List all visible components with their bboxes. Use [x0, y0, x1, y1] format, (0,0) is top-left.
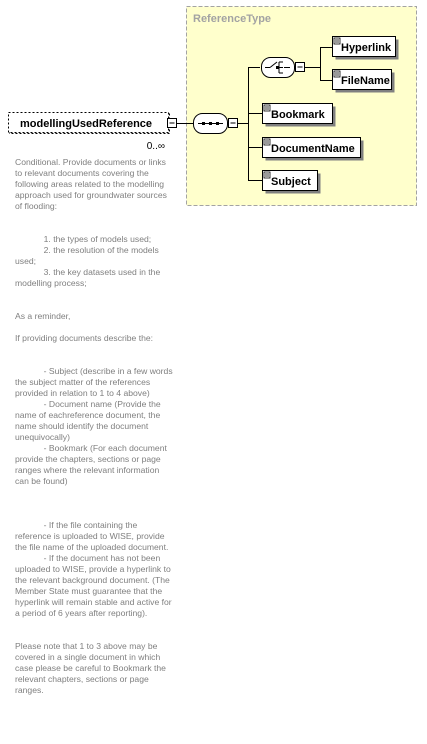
doc-intro: Conditional. Provide documents or links to relevant documents covering the following areas related to the modelling approach used for groundwater sources of flooding:	[15, 157, 170, 211]
doc-note: Please note that 1 to 3 above may be covered in a single document in which case please be careful to Bookmark the relevant chapters, sections or page ranges.	[15, 641, 169, 695]
element-label: Hyperlink	[341, 42, 392, 54]
root-element-box[interactable]	[9, 113, 170, 134]
sequence-collapse-button[interactable]	[229, 119, 238, 128]
element-icon	[334, 38, 340, 44]
element-hyperlink[interactable]	[333, 37, 399, 60]
element-icon	[264, 139, 270, 145]
choice-compositor[interactable]	[262, 58, 295, 78]
element-label: Bookmark	[271, 109, 325, 121]
element-icon	[264, 172, 270, 178]
element-bookmark[interactable]	[263, 104, 336, 127]
doc-describe: - Subject (describe in a few words the subject matter of the references provided in relation to 1 to 4 above) - Document name (Provide the name of eachreference document, the name should identify the document unequivocally) - Bookmark (For each document provide the chapters, sections or page ranges where the relevant information can be found)	[15, 366, 173, 486]
doc-file: - If the file containing the reference is uploaded to WISE, provide the file name of the uploaded document. - If the document has not been uploaded to WISE, provide a hyperlink to the relevant background document. (The Member State must guarantee that the hyperlink will remain stable and active for a period of 6 years after reporting).	[15, 520, 172, 618]
element-subject[interactable]	[263, 171, 321, 194]
element-label: Subject	[271, 176, 311, 188]
element-icon	[264, 105, 270, 111]
documentation-annotation	[15, 157, 175, 696]
group-title: ReferenceType	[193, 13, 272, 25]
choice-collapse-button[interactable]	[296, 63, 305, 72]
root-element-label: modellingUsedReference	[20, 118, 153, 130]
root-collapse-button[interactable]	[168, 119, 177, 128]
sequence-compositor[interactable]	[194, 114, 228, 134]
element-label: DocumentName	[271, 143, 355, 155]
element-filename[interactable]	[333, 70, 395, 93]
doc-reminder: As a reminder,	[15, 311, 71, 321]
root-cardinality: 0..∞	[146, 141, 165, 152]
element-documentname[interactable]	[263, 138, 364, 161]
element-icon	[334, 71, 340, 77]
doc-items: 1. the types of models used; 2. the resolution of the models used; 3. the key datasets used in the modelling process;	[15, 234, 161, 288]
element-label: FileName	[341, 75, 390, 87]
doc-if-providing: If providing documents describe the:	[15, 333, 154, 343]
